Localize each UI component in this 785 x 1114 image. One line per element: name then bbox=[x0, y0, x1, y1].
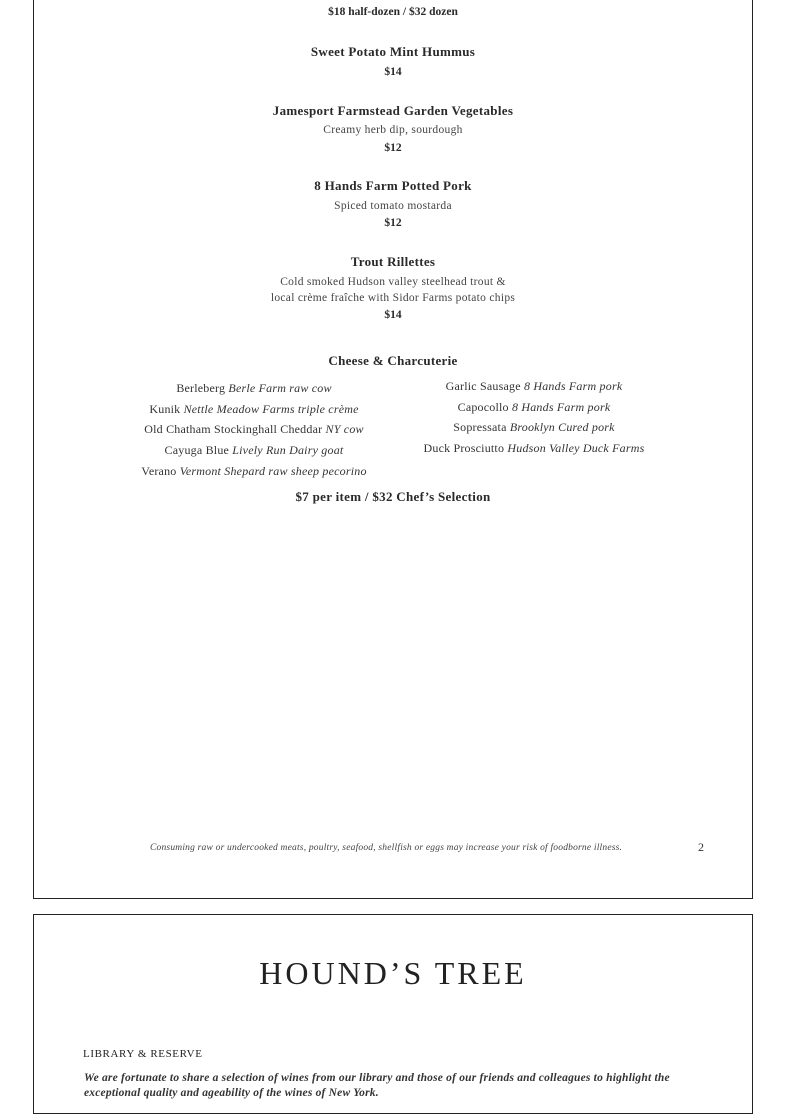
menu-page-2 bbox=[33, 0, 753, 899]
foodborne-illness-footnote: Consuming raw or undercooked meats, poultry, seafood, shellfish or eggs may increase your risk of foodborne illness. bbox=[150, 843, 623, 853]
list-item: Old Chatham Stockinghall Cheddar NY cow bbox=[144, 422, 364, 437]
brand-title: HOUND’S TREE bbox=[259, 955, 527, 991]
trout-rillettes-description-line-1: Cold smoked Hudson valley steelhead trout & bbox=[280, 276, 506, 288]
list-item: Capocollo 8 Hands Farm pork bbox=[457, 399, 611, 414]
intro-line-2: exceptional quality and ageability of the wines of New York. bbox=[84, 1087, 379, 1099]
oysters-price: $18 half-dozen / $32 dozen bbox=[328, 6, 458, 18]
section-label: LIBRARY & RESERVE bbox=[83, 1048, 203, 1060]
vegetables-name: Jamesport Farmstead Garden Vegetables bbox=[272, 103, 514, 118]
charcuterie-list bbox=[394, 376, 674, 459]
hummus-price: $14 bbox=[384, 66, 402, 78]
cheese-list bbox=[114, 378, 394, 481]
trout-rillettes-description-line-2: local crème fraîche with Sidor Farms potato chips bbox=[270, 292, 516, 304]
menu-page-3 bbox=[33, 914, 753, 1114]
list-item: Cayuga Blue Lively Run Dairy goat bbox=[164, 443, 344, 458]
vegetables-description: Creamy herb dip, sourdough bbox=[323, 124, 463, 136]
vegetables-price: $12 bbox=[384, 142, 402, 154]
trout-rillettes-name: Trout Rillettes bbox=[350, 254, 436, 269]
potted-pork-name: 8 Hands Farm Potted Pork bbox=[314, 178, 472, 193]
trout-rillettes-price: $14 bbox=[384, 309, 402, 321]
potted-pork-description: Spiced tomato mostarda bbox=[334, 200, 452, 212]
list-item: Verano Vermont Shepard raw sheep pecorino bbox=[141, 463, 367, 478]
library-intro bbox=[84, 1071, 694, 1101]
list-item: Kunik Nettle Meadow Farms triple crème bbox=[149, 401, 359, 416]
list-item: Berleberg Berle Farm raw cow bbox=[176, 381, 332, 395]
potted-pork-price: $12 bbox=[384, 217, 402, 229]
intro-line-1: We are fortunate to share a selection of wines from our library and those of our friends and colleagues to highlight the bbox=[84, 1072, 670, 1084]
hummus-name: Sweet Potato Mint Hummus bbox=[310, 44, 476, 59]
list-item: Garlic Sausage 8 Hands Farm pork bbox=[445, 379, 623, 393]
list-item: Duck Prosciutto Hudson Valley Duck Farms bbox=[423, 441, 645, 456]
cheese-charcuterie-heading: Cheese & Charcuterie bbox=[328, 353, 458, 368]
list-item: Sopressata Brooklyn Cured pork bbox=[453, 420, 615, 435]
cheese-charcuterie-price: $7 per item / $32 Chef’s Selection bbox=[295, 489, 491, 504]
page-number: 2 bbox=[698, 840, 704, 854]
